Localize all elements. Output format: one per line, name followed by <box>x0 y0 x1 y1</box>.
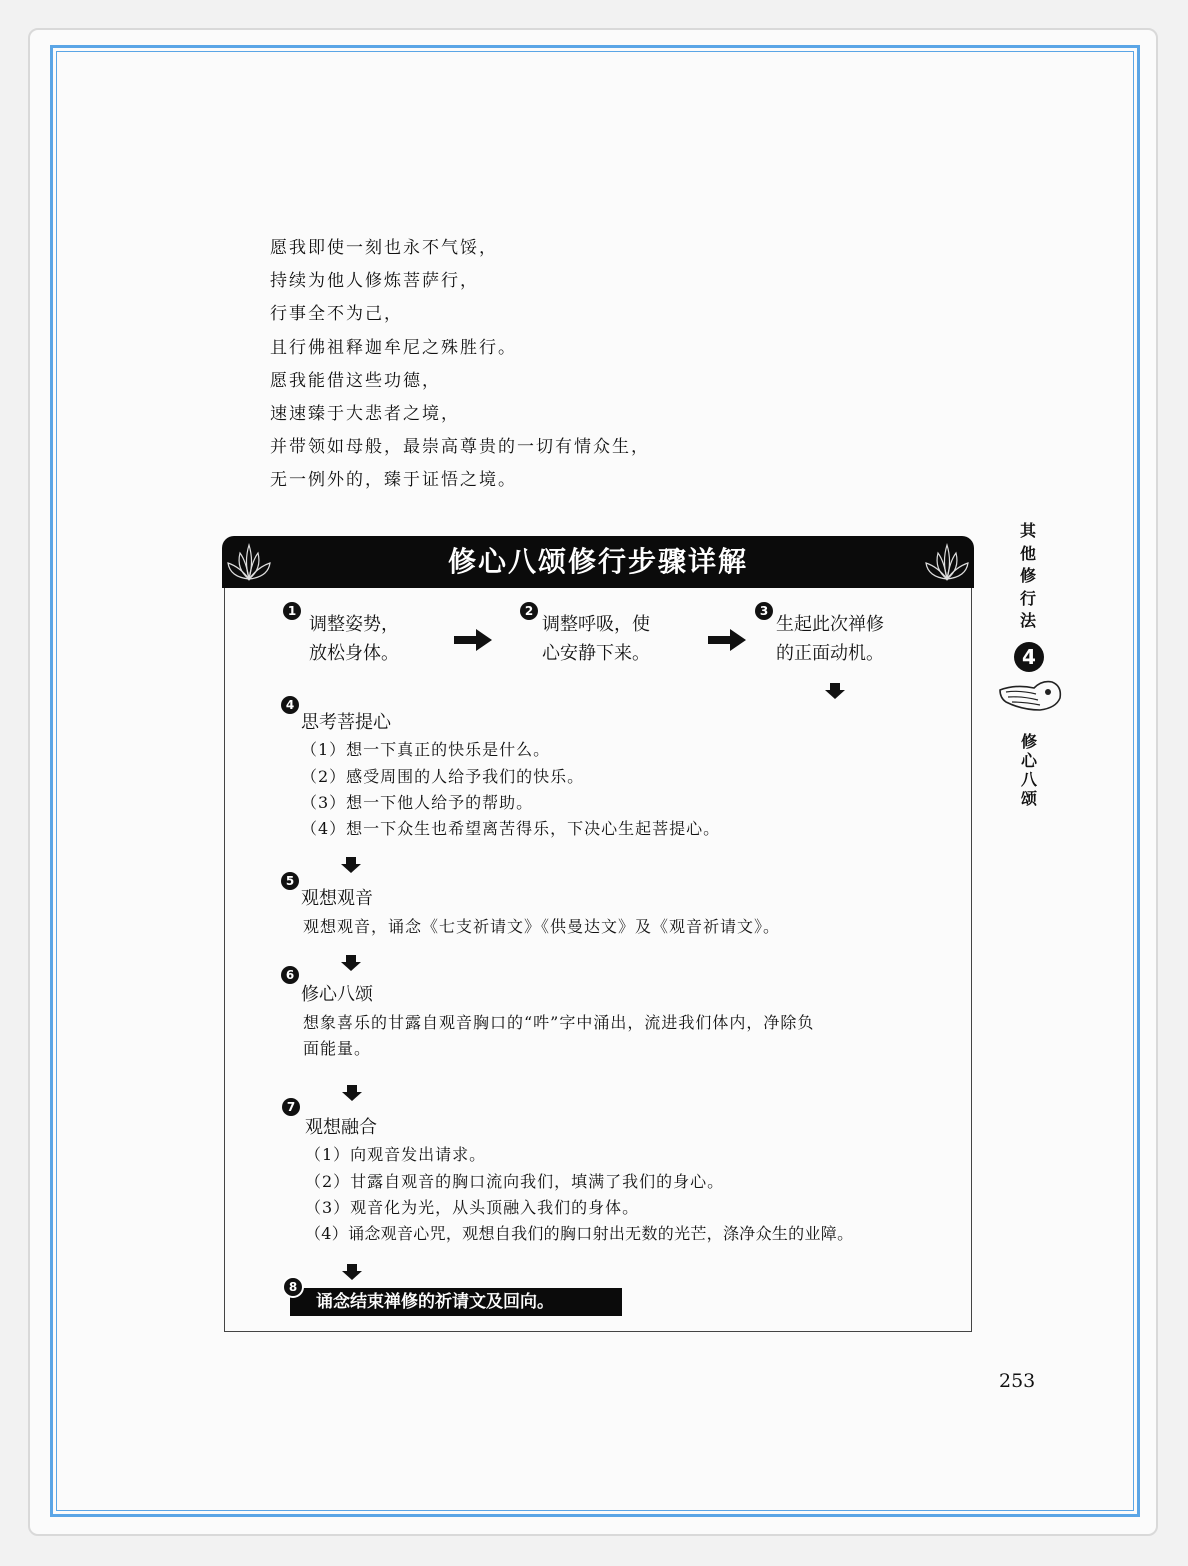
down-arrow-icon <box>340 856 362 874</box>
poem-line: 行事全不为己， <box>270 304 403 325</box>
step-6-text: 想象喜乐的甘露自观音胸口的“吽”字中涌出，流进我们体内，净除负 <box>303 1013 815 1032</box>
step-4-item: （4）想一下众生也希望离苦得乐，下决心生起菩提心。 <box>301 819 721 838</box>
step-4-number: 4 <box>281 696 299 714</box>
step-3-number: 3 <box>755 602 773 620</box>
steps-panel-title: 修心八颂修行步骤详解 <box>447 545 748 578</box>
step-3-line: 生起此次禅修 <box>776 614 884 635</box>
step-2-number: 2 <box>520 602 538 620</box>
chapter-title: 其他修行法 <box>1019 521 1036 630</box>
down-arrow-icon <box>824 682 846 700</box>
step-4-item: （2）感受周围的人给予我们的快乐。 <box>301 767 585 786</box>
step-4-item: （3）想一下他人给予的帮助。 <box>301 793 534 812</box>
poem-line: 并带领如母般，最崇高尊贵的一切有情众生， <box>270 437 650 458</box>
step-5-number: 5 <box>281 872 299 890</box>
step-7-item: （1）向观音发出请求。 <box>305 1145 487 1164</box>
poem-line: 速速臻于大悲者之境， <box>270 404 460 425</box>
steps-panel-header <box>222 536 974 588</box>
step-3-line: 的正面动机。 <box>776 643 884 664</box>
step-2-text <box>542 610 650 668</box>
down-arrow-icon <box>341 1263 363 1281</box>
poem <box>270 232 650 498</box>
poem-line: 持续为他人修炼菩萨行， <box>270 271 479 292</box>
right-arrow-icon <box>706 628 748 652</box>
step-6-text: 面能量。 <box>303 1039 372 1058</box>
right-arrow-icon <box>452 628 494 652</box>
step-1-number: 1 <box>283 602 301 620</box>
step-6-number: 6 <box>281 966 299 984</box>
step-1-line: 调整姿势， <box>309 614 399 635</box>
step-6-heading: 修心八颂 <box>301 984 373 1005</box>
lotus-icon <box>924 539 970 585</box>
step-8-bar: 诵念结束禅修的祈请文及回向。 <box>290 1288 622 1316</box>
step-7-item: （4）诵念观音心咒，观想自我们的胸口射出无数的光芒，涤净众生的业障。 <box>305 1224 854 1243</box>
page-number: 253 <box>999 1370 1036 1392</box>
poem-line: 愿我能借这些功德， <box>270 370 441 391</box>
step-7-item: （2）甘露自观音的胸口流向我们，填满了我们的身心。 <box>305 1172 725 1191</box>
step-2-line: 调整呼吸，使 <box>542 614 650 635</box>
step-8-number: 8 <box>282 1276 304 1298</box>
step-5-heading: 观想观音 <box>301 888 373 909</box>
poem-line: 无一例外的，臻于证悟之境。 <box>270 470 517 491</box>
step-1-line: 放松身体。 <box>309 643 399 664</box>
chapter-subtitle: 修心八颂 <box>1020 732 1037 808</box>
step-3-text <box>776 610 884 668</box>
down-arrow-icon <box>341 1084 363 1102</box>
poem-line: 愿我即使一刻也永不气馁， <box>270 238 498 258</box>
step-4-heading: 思考菩提心 <box>301 712 391 733</box>
step-1-text <box>309 610 399 668</box>
hand-icon <box>996 676 1066 716</box>
step-7-number: 7 <box>282 1098 300 1116</box>
step-5-text: 观想观音，诵念《七支祈请文》《供曼达文》及《观音祈请文》。 <box>303 917 781 936</box>
poem-line: 且行佛祖释迦牟尼之殊胜行。 <box>270 337 517 358</box>
chapter-number-badge: 4 <box>1014 642 1044 672</box>
down-arrow-icon <box>340 954 362 972</box>
step-2-line: 心安静下来。 <box>542 643 650 664</box>
step-7-heading: 观想融合 <box>305 1117 377 1138</box>
step-4-item: （1）想一下真正的快乐是什么。 <box>301 740 551 759</box>
step-7-item: （3）观音化为光，从头顶融入我们的身体。 <box>305 1198 640 1217</box>
